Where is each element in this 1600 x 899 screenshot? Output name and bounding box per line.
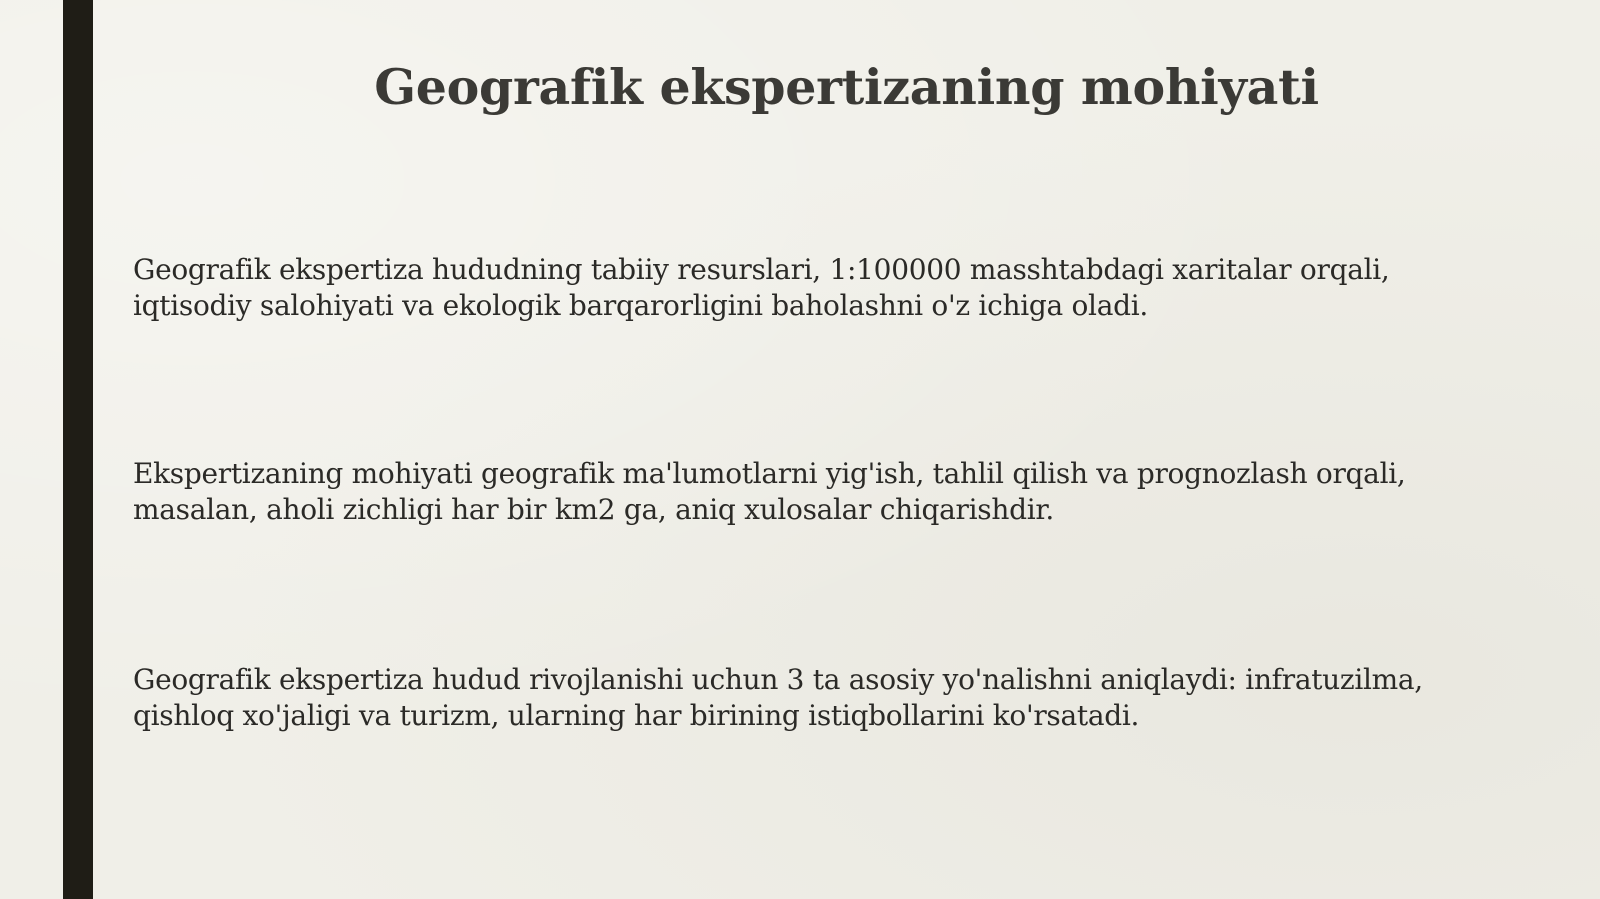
paragraph-1-line-1: Geografik ekspertiza hududning tabiiy resurslari, 1:100000 masshtabdagi xaritalar orqali, xyxy=(133,253,1390,286)
paragraph-3-line-2: qishloq xo'jaligi va turizm, ularning har birining istiqbollarini ko'rsatadi. xyxy=(133,699,1140,732)
slide-title: Geografik ekspertizaning mohiyati xyxy=(374,58,1319,116)
paragraph-1-line-2: iqtisodiy salohiyati va ekologik barqarorligini baholashni o'z ichiga oladi. xyxy=(133,289,1148,322)
paragraph-1 xyxy=(133,252,1573,324)
paragraph-2-line-2: masalan, aholi zichligi har bir km2 ga, aniq xulosalar chiqarishdir. xyxy=(133,493,1054,526)
paragraph-3 xyxy=(133,662,1573,734)
paragraph-2-line-1: Ekspertizaning mohiyati geografik ma'lumotlarni yig'ish, tahlil qilish va prognozlash orqali, xyxy=(133,457,1406,490)
paragraph-2 xyxy=(133,456,1573,528)
accent-bar xyxy=(63,0,93,899)
paragraph-3-line-1: Geografik ekspertiza hudud rivojlanishi uchun 3 ta asosiy yo'nalishni aniqlaydi: infratuzilma, xyxy=(133,663,1423,696)
